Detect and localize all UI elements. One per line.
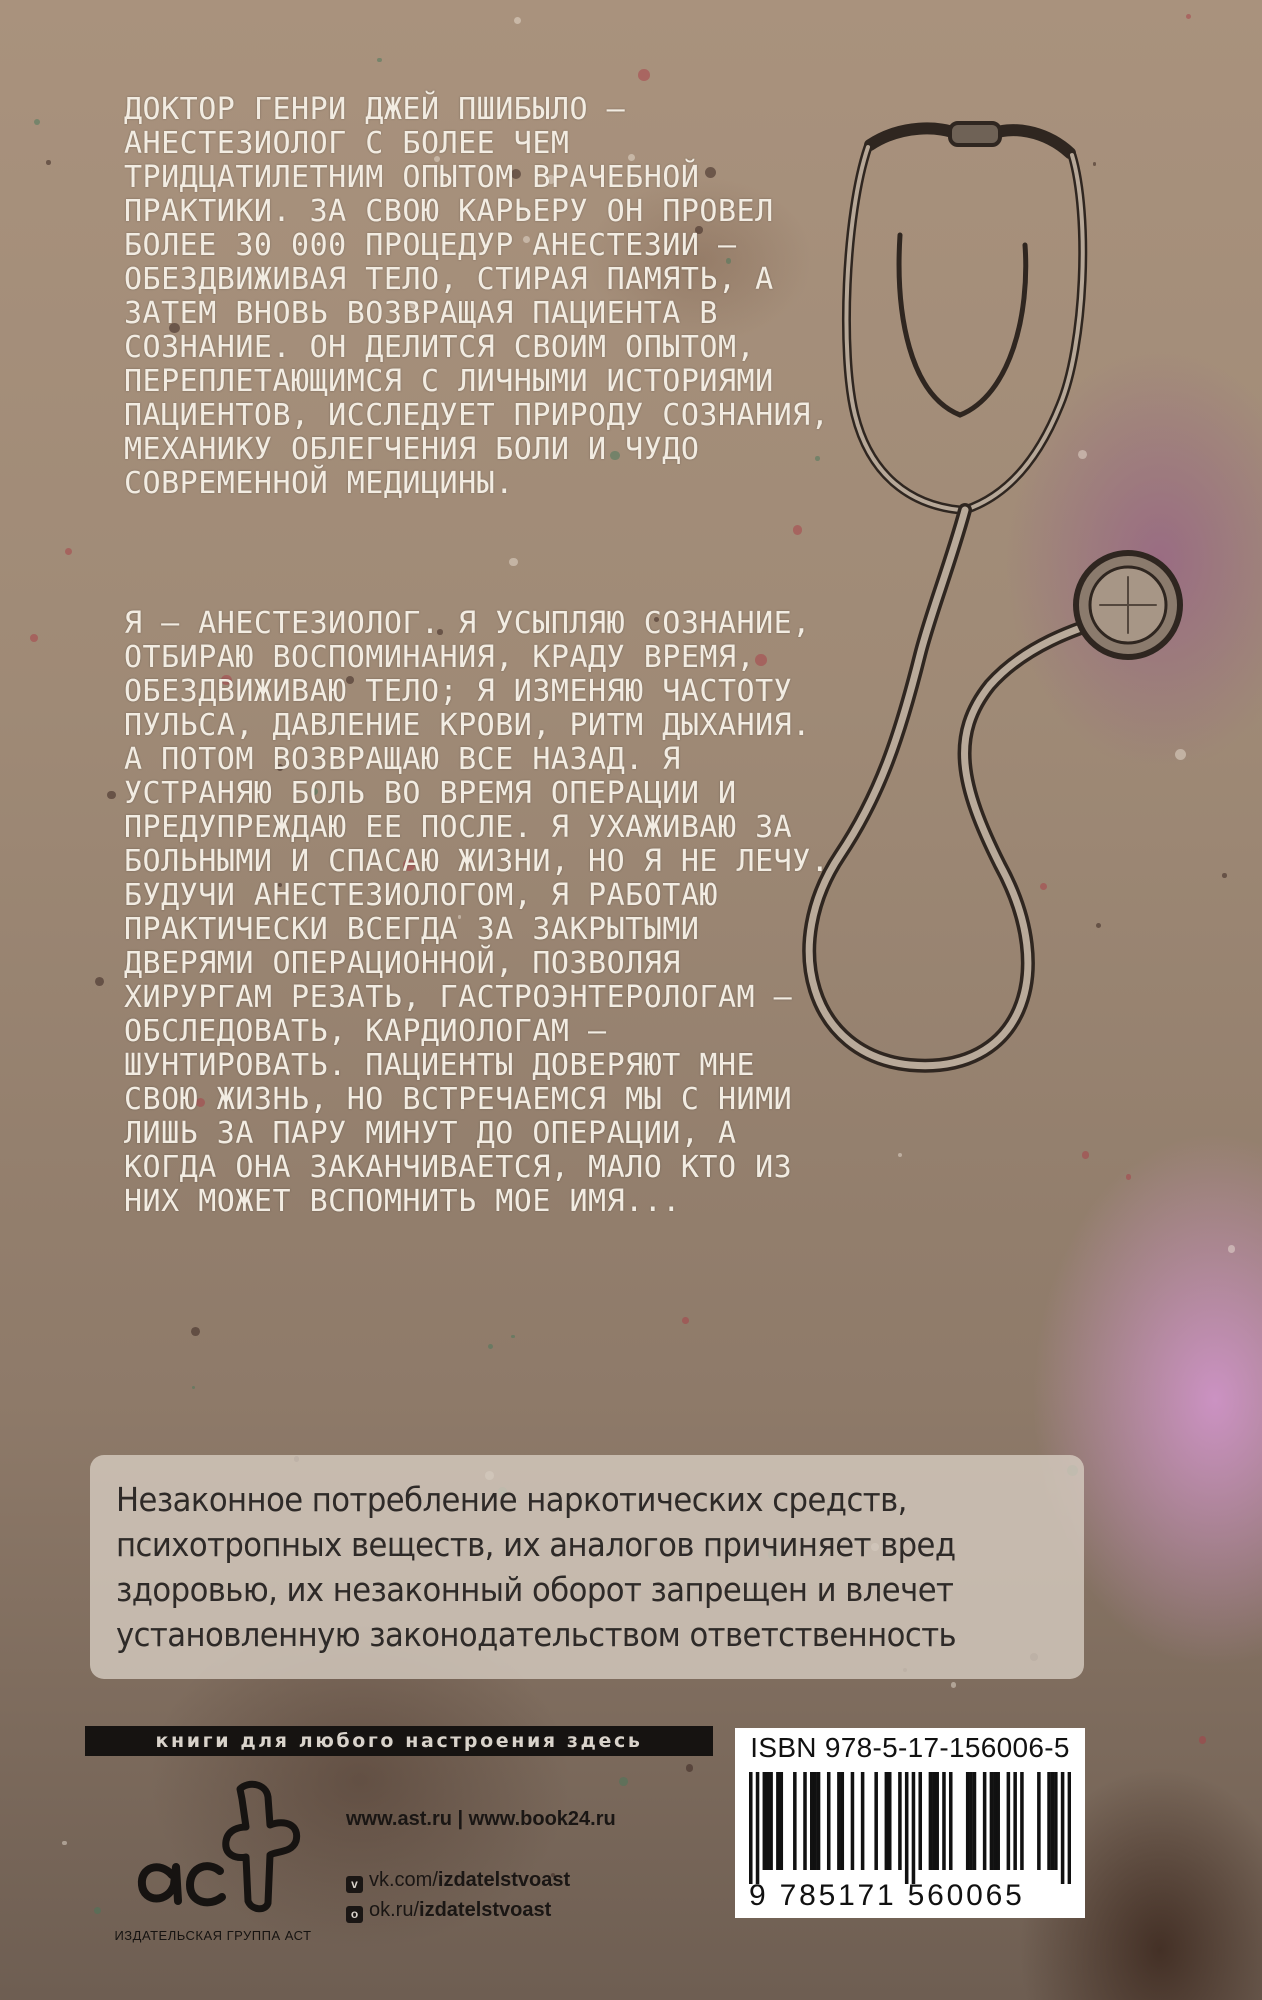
- ast-logo: [120, 1775, 310, 1915]
- barcode-bar: [803, 1772, 807, 1870]
- background-speck: [509, 558, 517, 566]
- barcode-bar: [776, 1772, 780, 1870]
- health-warning-text: Незаконное потребление наркотических средств, психотропных веществ, их аналогов причиняет вред здоровью, их незаконный оборот запрещен и влечет установленную законодательством ответственность: [116, 1480, 957, 1654]
- background-speck: [95, 977, 104, 986]
- vk-icon: v: [346, 1876, 363, 1893]
- background-speck: [488, 1344, 493, 1349]
- background-speck: [1222, 873, 1227, 878]
- barcode-bar: [929, 1772, 933, 1870]
- barcode-bar: [780, 1772, 784, 1870]
- barcode-bar: [888, 1772, 892, 1870]
- background-speck: [638, 69, 650, 81]
- barcode-bar: [763, 1772, 767, 1870]
- background-speck: [191, 1327, 200, 1336]
- background-speck: [107, 791, 116, 800]
- background-speck: [619, 1777, 628, 1786]
- background-speck: [1228, 1245, 1236, 1253]
- background-speck: [686, 1764, 693, 1771]
- barcode-bar: [966, 1772, 970, 1870]
- barcode-bar: [793, 1772, 797, 1870]
- background-speck: [898, 1153, 902, 1157]
- book-quote: Я – АНЕСТЕЗИОЛОГ. Я УСЫПЛЯЮ СОЗНАНИЕ, ОТБИРАЮ ВОСПОМИНАНИЯ, КРАДУ ВРЕМЯ, ОБЕЗДВИЖИВАЮ ТЕЛО; Я ИЗМЕНЯЮ ЧАСТОТУ ПУЛЬСА, ДАВЛЕНИЕ КРОВИ, РИТМ ДЫХАНИЯ. А ПОТОМ ВОЗВРАЩАЮ ВСЕ НАЗАД. Я УСТРАНЯЮ БОЛЬ ВО ВРЕМЯ ОПЕРАЦИИ И ПРЕДУПРЕЖДАЮ ЕЕ ПОСЛЕ. Я УХАЖИВАЮ ЗА БОЛЬНЫМИ И СПАСАЮ ЖИЗНИ, НО Я НЕ ЛЕЧУ. БУДУЧИ АНЕСТЕЗИОЛОГОМ, Я РАБОТАЮ ПРАКТИЧЕСКИ ВСЕГДА ЗА ЗАКРЫТЫМИ ДВЕРЯМИ ОПЕРАЦИОННОЙ, ПОЗВОЛЯЯ ХИРУРГАМ РЕЗАТЬ, ГАСТРОЭНТЕРОЛОГАМ – ОБСЛЕДОВАТЬ, КАРДИОЛОГАМ – ШУНТИРОВАТЬ. ПАЦИЕНТЫ ДОВЕРЯЮТ МНЕ СВОЮ ЖИЗНЬ, НО ВСТРЕЧАЕМСЯ МЫ С НИМИ ЛИШЬ ЗА ПАРУ МИНУТ ДО ОПЕРАЦИИ, А КОГДА ОНА ЗАКАНЧИВАЕТСЯ, МАЛО КТО ИЗ НИХ МОЖЕТ ВСПОМНИТЬ МОЕ ИМЯ...: [124, 606, 830, 1219]
- barcode-bar: [837, 1772, 841, 1870]
- barcode-bar: [1013, 1772, 1017, 1870]
- background-speck: [682, 1317, 689, 1324]
- background-speck: [1199, 1736, 1206, 1743]
- isbn-digits: 9 785171 560065: [749, 1879, 1025, 1912]
- background-speck: [1126, 1174, 1132, 1180]
- barcode-bar: [983, 1772, 987, 1870]
- background-speck: [65, 548, 72, 555]
- barcode-bar: [935, 1772, 939, 1870]
- barcode-bar: [813, 1772, 817, 1870]
- barcode-bar: [932, 1772, 936, 1870]
- barcode-bar: [1068, 1772, 1071, 1884]
- barcode-bar: [841, 1772, 845, 1870]
- background-speck: [951, 1682, 956, 1687]
- barcode-bar: [990, 1772, 994, 1870]
- barcode-bar: [756, 1772, 760, 1884]
- publisher-caption: ИЗДАТЕЛЬСКАЯ ГРУППА АСТ: [114, 1928, 312, 1943]
- isbn-label: ISBN 978-5-17-156006-5: [750, 1732, 1070, 1763]
- barcode-bar: [1054, 1772, 1058, 1870]
- background-speck: [377, 58, 382, 63]
- ok-link[interactable]: o ok.ru/izdatelstvoast: [346, 1895, 616, 1925]
- background-speck: [94, 1907, 101, 1914]
- vk-link[interactable]: v vk.com/izdatelstvoast: [346, 1865, 616, 1895]
- background-speck: [34, 119, 40, 125]
- publisher-websites[interactable]: www.ast.ru | www.book24.ru: [346, 1808, 616, 1830]
- barcode-bar: [918, 1772, 922, 1870]
- barcode-bar: [1051, 1772, 1055, 1870]
- barcode-bar: [851, 1772, 855, 1870]
- barcode-bar: [1007, 1772, 1011, 1870]
- barcode-bar: [861, 1772, 865, 1870]
- background-speck: [46, 160, 51, 165]
- barcode-bar: [898, 1772, 902, 1870]
- barcode-bar: [969, 1772, 973, 1870]
- barcode-bar: [817, 1772, 821, 1870]
- barcode-bar: [827, 1772, 831, 1870]
- barcode-bar: [749, 1772, 753, 1884]
- barcode-bar: [810, 1772, 814, 1870]
- background-speck: [511, 1335, 514, 1338]
- health-warning-panel: [90, 1455, 1084, 1679]
- background-speck: [62, 1841, 67, 1846]
- barcode-bar: [949, 1772, 953, 1870]
- barcode-bar: [1047, 1772, 1051, 1870]
- barcode-bar: [874, 1772, 878, 1870]
- publisher-slogan: книги для любого настроения здесь: [85, 1726, 713, 1756]
- author-description: ДОКТОР ГЕНРИ ДЖЕЙ ПШИБЫЛО – АНЕСТЕЗИОЛОГ С БОЛЕЕ ЧЕМ ТРИДЦАТИЛЕТНИМ ОПЫТОМ ВРАЧЕБНОЙ ПРАКТИКИ. ЗА СВОЮ КАРЬЕРУ ОН ПРОВЕЛ БОЛЕЕ 30 000 ПРОЦЕДУР АНЕСТЕЗИИ – ОБЕЗДВИЖИВАЯ ТЕЛО, СТИРАЯ ПАМЯТЬ, А ЗАТЕМ ВНОВЬ ВОЗВРАЩАЯ ПАЦИЕНТА В СОЗНАНИЕ. ОН ДЕЛИТСЯ СВОИМ ОПЫТОМ, ПЕРЕПЛЕТАЮЩИМСЯ С ЛИЧНЫМИ ИСТОРИЯМИ ПАЦИЕНТОВ, ИССЛЕДУЕТ ПРИРОДУ СОЗНАНИЯ, МЕХАНИКУ ОБЛЕГЧЕНИЯ БОЛИ И ЧУДО СОВРЕМЕННОЙ МЕДИЦИНЫ.: [124, 92, 830, 501]
- background-speck: [192, 1386, 195, 1389]
- barcode-bar: [942, 1772, 946, 1870]
- background-speck: [30, 634, 38, 642]
- barcode-bar: [885, 1772, 889, 1870]
- barcode-bar: [766, 1772, 770, 1870]
- publisher-links: [346, 1808, 616, 1925]
- isbn-barcode-block: [735, 1728, 1085, 1918]
- barcode-bar: [993, 1772, 997, 1870]
- barcode-bar: [996, 1772, 1000, 1870]
- barcode: [749, 1772, 1071, 1884]
- barcode-bar: [905, 1772, 909, 1884]
- barcode-bar: [1020, 1772, 1024, 1870]
- barcode-bar: [1037, 1772, 1041, 1870]
- background-speck: [514, 17, 521, 24]
- background-speck: [1082, 1151, 1089, 1158]
- barcode-bar: [769, 1772, 773, 1870]
- barcode-bar: [973, 1772, 977, 1870]
- barcode-bar: [912, 1772, 916, 1884]
- background-speck: [1186, 14, 1191, 19]
- barcode-bar: [1061, 1772, 1065, 1884]
- ok-icon: o: [346, 1906, 363, 1923]
